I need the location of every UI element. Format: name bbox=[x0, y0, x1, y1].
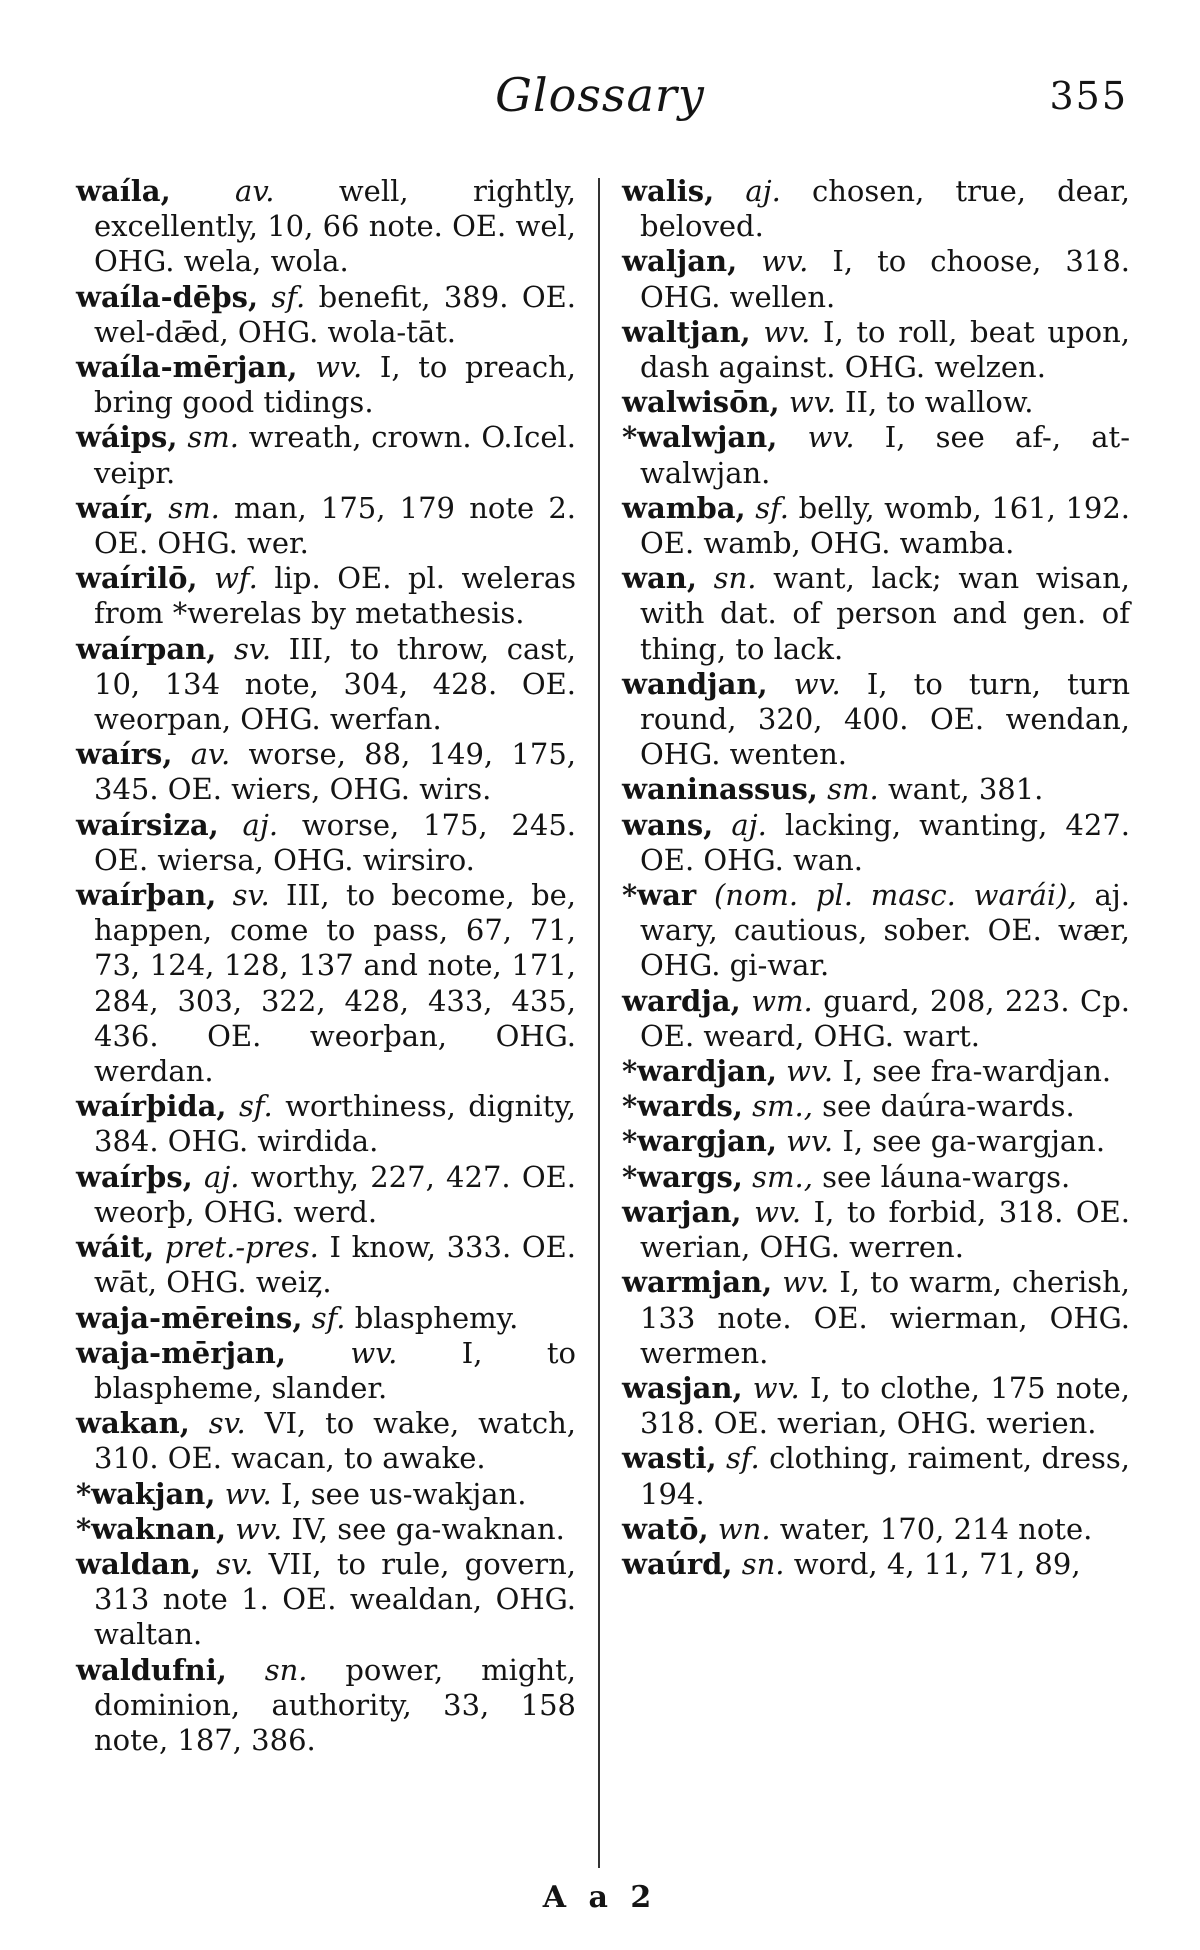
grammar-label: wv. bbox=[782, 1265, 830, 1300]
headword: *walwjan, bbox=[622, 420, 778, 455]
grammar-label: av. bbox=[190, 737, 231, 772]
glossary-entry bbox=[76, 1477, 576, 1512]
headword: wáit, bbox=[76, 1230, 155, 1265]
definition: IV, see ga-waknan. bbox=[291, 1511, 565, 1546]
grammar-label: wv. bbox=[763, 314, 811, 349]
headword: waldufni, bbox=[76, 1652, 227, 1687]
definition: II, to wallow. bbox=[845, 385, 1034, 420]
definition: VII, to rule, govern, 313 note 1. OE. wealdan, OHG. waltan. bbox=[94, 1546, 577, 1652]
page-header bbox=[0, 68, 1200, 138]
glossary-entry bbox=[76, 280, 576, 350]
headword: warmjan, bbox=[622, 1265, 773, 1300]
glossary-entry bbox=[622, 1124, 1130, 1159]
glossary-entry bbox=[622, 984, 1130, 1054]
definition: VI, to wake, watch, 310. OE. wacan, to awake. bbox=[94, 1406, 577, 1476]
definition: guard, 208, 223. Cp. OE. weard, OHG. wart. bbox=[640, 983, 1131, 1053]
definition: III, to throw, cast, 10, 134 note, 304, 428. OE. weorpan, OHG. werfan. bbox=[94, 631, 577, 737]
headword: *wargs, bbox=[622, 1159, 743, 1194]
headword: *waknan, bbox=[76, 1511, 227, 1546]
glossary-entry bbox=[622, 174, 1130, 244]
grammar-label: wv. bbox=[235, 1511, 283, 1546]
headword: waljan, bbox=[622, 244, 738, 279]
headword: waírþida, bbox=[76, 1089, 227, 1124]
headword: wasjan, bbox=[622, 1370, 743, 1405]
grammar-label: wv. bbox=[315, 350, 363, 385]
definition: belly, womb, 161, 192. OE. wamb, OHG. wamba. bbox=[640, 490, 1131, 561]
headword: waúrd, bbox=[622, 1546, 733, 1581]
definition: I, to preach, bring good tidings. bbox=[94, 350, 577, 420]
grammar-label: aj. bbox=[745, 174, 781, 208]
glossary-entry bbox=[76, 1547, 576, 1653]
definition: benefit, 389. OE. wel-dǣd, OHG. wola-tāt. bbox=[94, 279, 576, 349]
definition: word, 4, 11, 71, 89, bbox=[793, 1546, 1081, 1581]
headword: wandjan, bbox=[622, 666, 768, 701]
headword: waír, bbox=[76, 490, 155, 525]
glossary-entry bbox=[622, 1089, 1130, 1124]
headword: *wargjan, bbox=[622, 1124, 777, 1159]
definition: see láuna-wargs. bbox=[822, 1159, 1071, 1194]
grammar-label: sf. bbox=[755, 490, 789, 525]
headword: waírþs, bbox=[76, 1159, 193, 1194]
glossary-entry bbox=[622, 878, 1130, 984]
glossary-entry bbox=[76, 174, 576, 280]
glossary-entry bbox=[622, 808, 1130, 878]
definition: worthy, 227, 427. OE. weorþ, OHG. werd. bbox=[94, 1159, 577, 1229]
headword: waírilō, bbox=[76, 561, 198, 596]
grammar-label: sm., bbox=[752, 1159, 813, 1194]
glossary-entry bbox=[622, 772, 1130, 807]
grammar-label: wv. bbox=[786, 1054, 834, 1089]
grammar-label: aj. bbox=[731, 807, 767, 842]
headword: waírþan, bbox=[76, 878, 217, 913]
definition: I, to blaspheme, slander. bbox=[94, 1335, 576, 1405]
definition: power, might, dominion, authority, 33, 158 note, 187, 386. bbox=[94, 1652, 577, 1757]
grammar-label: wv. bbox=[754, 1194, 802, 1229]
grammar-label: sf. bbox=[238, 1089, 273, 1124]
grammar-label: pret.-pres. bbox=[164, 1230, 319, 1265]
glossary-entry bbox=[76, 1336, 576, 1406]
right-column bbox=[622, 174, 1130, 1582]
glossary-entry bbox=[622, 1547, 1130, 1582]
headword: walis, bbox=[622, 174, 715, 208]
glossary-entry bbox=[76, 1230, 576, 1300]
headword: waíla, bbox=[76, 174, 171, 208]
definition: lacking, wanting, 427. OE. OHG. wan. bbox=[640, 807, 1130, 877]
glossary-entry bbox=[622, 1265, 1130, 1371]
grammar-label: av. bbox=[235, 174, 275, 208]
headword: wans, bbox=[622, 807, 714, 842]
grammar-label: sf. bbox=[271, 279, 306, 314]
headword: wardja, bbox=[622, 983, 741, 1018]
definition: I, to clothe, 175 note, 318. OE. werian, OHG. werien. bbox=[640, 1370, 1131, 1441]
glossary-entry bbox=[76, 491, 576, 561]
glossary-entry bbox=[76, 420, 576, 490]
grammar-label: sn. bbox=[741, 1546, 785, 1581]
grammar-label: aj. bbox=[204, 1159, 240, 1194]
headword: waíla-mērjan, bbox=[76, 350, 298, 385]
headword: *wakjan, bbox=[76, 1476, 216, 1511]
definition: I, to choose, 318. OHG. wellen. bbox=[640, 244, 1130, 314]
glossary-entry bbox=[76, 632, 576, 738]
glossary-entry bbox=[622, 420, 1130, 490]
grammar-label: wv. bbox=[224, 1476, 272, 1511]
grammar-label: sn. bbox=[713, 561, 757, 596]
glossary-entry bbox=[622, 491, 1130, 561]
glossary-entry bbox=[622, 1441, 1130, 1511]
grammar-label: wv. bbox=[350, 1335, 398, 1370]
grammar-label: sv. bbox=[232, 878, 270, 913]
definition: see daúra-wards. bbox=[822, 1089, 1075, 1124]
glossary-entry bbox=[76, 1301, 576, 1336]
definition: wreath, crown. O.Icel. veipr. bbox=[94, 420, 577, 490]
definition: I, see fra-wardjan. bbox=[842, 1054, 1112, 1089]
grammar-label: wn. bbox=[717, 1511, 771, 1546]
glossary-entry bbox=[76, 737, 576, 807]
definition: I know, 333. OE. wāt, OHG. weiȥ. bbox=[94, 1230, 576, 1300]
grammar-label: sv. bbox=[208, 1406, 246, 1441]
definition: I, see us-wakjan. bbox=[280, 1476, 527, 1511]
grammar-label: sf. bbox=[311, 1300, 346, 1335]
grammar-label: wv. bbox=[788, 385, 836, 420]
grammar-label: wm. bbox=[751, 983, 813, 1018]
headword: waldan, bbox=[76, 1546, 202, 1581]
definition: chosen, true, dear, beloved. bbox=[640, 174, 1131, 244]
grammar-label: sm., bbox=[752, 1089, 813, 1124]
glossary-entry bbox=[622, 1371, 1130, 1441]
glossary-entry bbox=[622, 1195, 1130, 1265]
glossary-entry bbox=[76, 561, 576, 631]
grammar-label: sm. bbox=[187, 420, 239, 455]
headword: waltjan, bbox=[622, 314, 751, 349]
grammar-label: sm. bbox=[827, 772, 879, 807]
headword: wamba, bbox=[622, 490, 746, 525]
headword: waja-mērjan, bbox=[76, 1335, 286, 1370]
headword: walwisōn, bbox=[622, 385, 780, 420]
headword: *war bbox=[622, 878, 697, 913]
headword: waírs, bbox=[76, 737, 173, 772]
glossary-entry bbox=[622, 667, 1130, 773]
grammar-label: sm. bbox=[168, 490, 220, 525]
grammar-label: wv. bbox=[761, 244, 809, 279]
page-title: Glossary bbox=[495, 68, 705, 122]
definition: I, to warm, cherish, 133 note. OE. wierman, OHG. wermen. bbox=[640, 1265, 1131, 1370]
definition: well, rightly, excellently, 10, 66 note. OE. wel, OHG. wela, wola. bbox=[94, 174, 577, 279]
glossary-entry bbox=[622, 385, 1130, 420]
definition: worse, 88, 149, 175, 345. OE. wiers, OHG. wirs. bbox=[94, 737, 577, 807]
headword: wan, bbox=[622, 561, 697, 596]
definition: I, to turn, turn round, 320, 400. OE. wendan, OHG. wenten. bbox=[640, 666, 1131, 772]
glossary-entry bbox=[76, 1512, 576, 1547]
grammar-label: sv. bbox=[234, 631, 272, 666]
column-divider bbox=[598, 178, 600, 1868]
definition: man, 175, 179 note 2. OE. OHG. wer. bbox=[94, 490, 576, 561]
headword: wáips, bbox=[76, 420, 178, 455]
headword: waninassus, bbox=[622, 772, 818, 807]
grammar-label: wv. bbox=[793, 666, 841, 701]
grammar-label: sf. bbox=[725, 1441, 760, 1476]
headword: warjan, bbox=[622, 1194, 742, 1229]
definition: worse, 175, 245. OE. wiersa, OHG. wirsiro. bbox=[94, 807, 576, 877]
definition: lip. OE. pl. weleras from *werelas by metathesis. bbox=[94, 561, 577, 631]
headword: *wards, bbox=[622, 1089, 743, 1124]
definition: I, to roll, beat upon, dash against. OHG. welzen. bbox=[640, 314, 1130, 385]
glossary-entry bbox=[76, 1406, 576, 1476]
definition: I, see af-, at-walwjan. bbox=[640, 420, 1130, 490]
definition: want, lack; wan wisan, with dat. of person and gen. of thing, to lack. bbox=[640, 561, 1130, 666]
headword: watō, bbox=[622, 1511, 709, 1546]
glossary-entry bbox=[622, 244, 1130, 314]
definition: blasphemy. bbox=[354, 1300, 519, 1335]
definition: water, 170, 214 note. bbox=[779, 1511, 1093, 1546]
definition: clothing, raiment, dress, 194. bbox=[640, 1441, 1131, 1511]
definition: I, see ga-wargjan. bbox=[842, 1124, 1106, 1159]
signature-mark: A a 2 bbox=[542, 1880, 658, 1915]
headword: wakan, bbox=[76, 1406, 190, 1441]
definition: III, to become, be, happen, come to pass, 67, 71, 73, 124, 128, 137 and note, 171, 284, 303, 322, 428, 433, 435, 436. OE. weorþan, OHG. werdan. bbox=[94, 878, 577, 1089]
glossary-entry bbox=[622, 1054, 1130, 1089]
left-column bbox=[76, 174, 576, 1758]
headword: waíla-dēþs, bbox=[76, 279, 259, 314]
grammar-label: wv. bbox=[752, 1370, 800, 1405]
definition: I, to forbid, 318. OE. werian, OHG. werren. bbox=[640, 1194, 1131, 1265]
headword: waírpan, bbox=[76, 631, 217, 666]
glossary-entry bbox=[76, 1160, 576, 1230]
glossary-entry bbox=[76, 878, 576, 1089]
glossary-entry bbox=[622, 1512, 1130, 1547]
headword: wasti, bbox=[622, 1441, 717, 1476]
headword: waja-mēreins, bbox=[76, 1300, 303, 1335]
glossary-entry bbox=[622, 1160, 1130, 1195]
grammar-label: wv. bbox=[786, 1124, 834, 1159]
grammar-label: wv. bbox=[807, 420, 855, 455]
glossary-entry bbox=[76, 350, 576, 420]
headword: *wardjan, bbox=[622, 1054, 777, 1089]
glossary-entry bbox=[76, 808, 576, 878]
glossary-entry bbox=[622, 315, 1130, 385]
grammar-label: sn. bbox=[264, 1652, 308, 1687]
glossary-entry bbox=[76, 1653, 576, 1759]
definition: worthiness, dignity, 384. OHG. wirdida. bbox=[94, 1089, 577, 1159]
grammar-label: sv. bbox=[216, 1546, 254, 1581]
grammar-label: wf. bbox=[214, 561, 258, 596]
glossary-entry bbox=[622, 561, 1130, 667]
headword: waírsiza, bbox=[76, 807, 219, 842]
grammar-label: (nom. pl. masc. warái), bbox=[713, 878, 1077, 913]
page-number: 355 bbox=[1049, 74, 1128, 118]
grammar-label: aj. bbox=[242, 807, 279, 842]
definition: want, 381. bbox=[887, 772, 1044, 807]
definition: aj. wary, cautious, sober. OE. wær, OHG. gi-war. bbox=[640, 878, 1131, 983]
glossary-entry bbox=[76, 1089, 576, 1159]
